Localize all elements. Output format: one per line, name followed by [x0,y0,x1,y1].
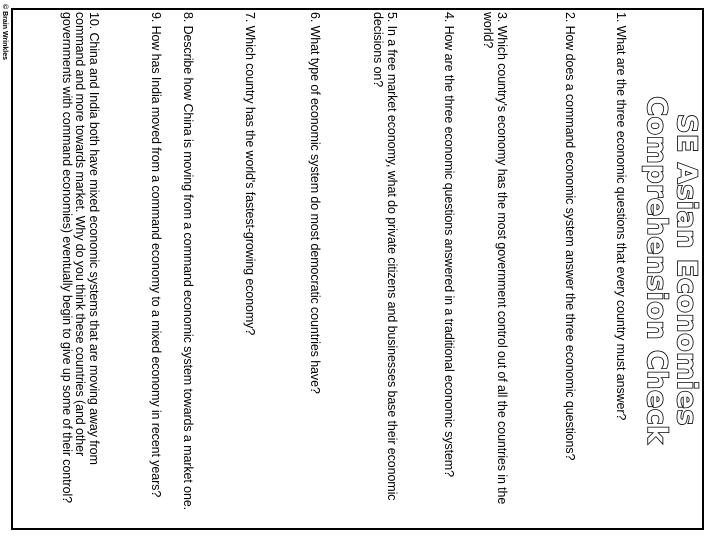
question-4: 4. How are the three economic questions answered in a traditional economic system? [442,12,456,477]
question-10: 10. China and India both have mixed economic systems that are moving away from command and more towards market. Why do you think these countries (and other governments with command economies) eventually begin to give up some of their control? [60,12,101,503]
question-8: 8. Describe how China is moving from a command economic system towards a market one. [181,12,195,511]
question-7: 7. Which country has the world's fastest-growing economy? [243,12,257,336]
worksheet-title-line2: Comprehension Check [641,96,672,444]
worksheet-border [11,8,704,530]
question-2: 2. How does a command economic system answer the three economic questions? [563,12,577,461]
question-6: 6. What type of economic system do most democratic countries have? [308,12,322,394]
question-5: 5. In a free market economy, what do private citizens and businesses base their economic decisions on? [371,12,399,501]
question-1: 1. What are the three economic questions that every country must answer? [614,12,628,421]
question-3: 3. Which country's economy has the most government control out of all the countries in the world? [481,12,509,505]
question-9: 9. How has India moved from a command economy to a mixed economy in recent years? [149,12,163,498]
worksheet-title-line1: SE Asian Economies [671,114,702,426]
copyright-credit: © Brain Wrinkles [1,4,8,60]
